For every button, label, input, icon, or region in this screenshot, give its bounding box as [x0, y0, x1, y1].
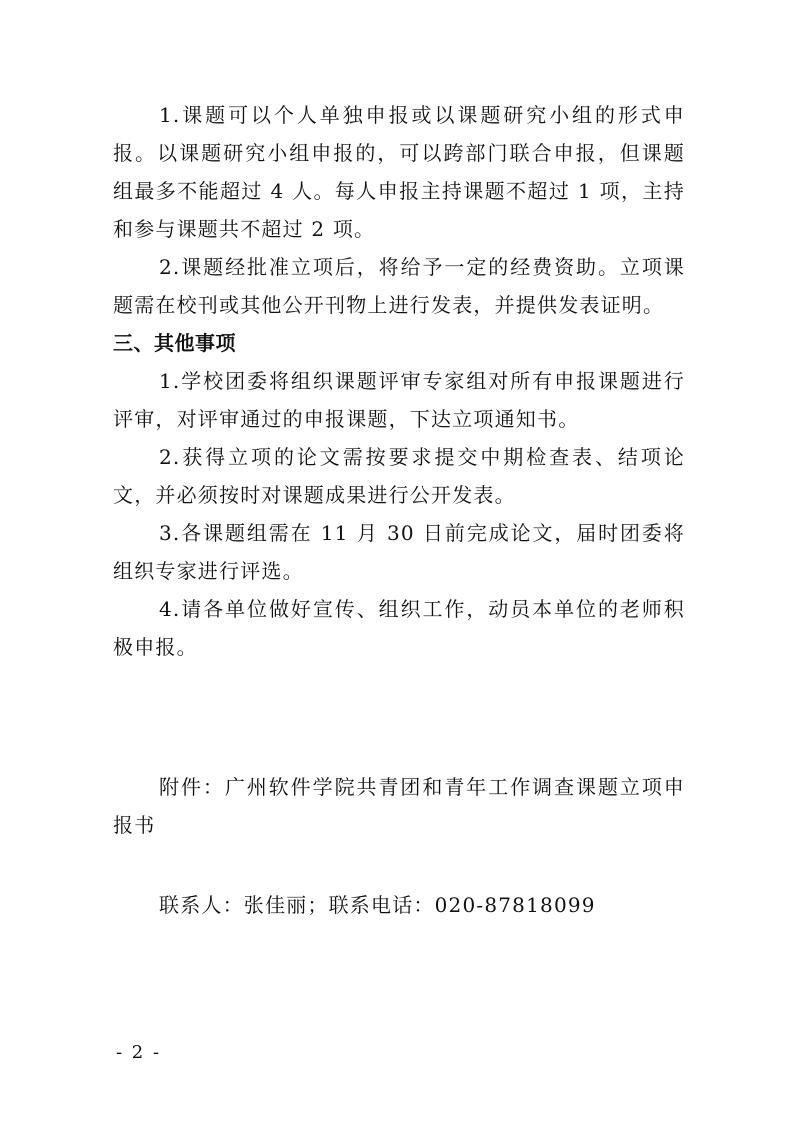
paragraph-submission: 2.获得立项的论文需按要求提交中期检查表、结项论文，并必须按时对课题成果进行公开发表。: [113, 445, 685, 507]
paragraph-deadline: 3.各课题组需在 11 月 30 日前完成论文，届时团委将组织专家进行评选。: [113, 521, 685, 583]
paragraph-review: 1.学校团委将组织课题评审专家组对所有申报课题进行评审，对评审通过的申报课题，下达立项通知书。: [113, 369, 685, 431]
main-body: [113, 96, 685, 666]
attachment-line: 附件：广州软件学院共青团和青年工作调查课题立项申报书: [113, 775, 685, 837]
attachment-block: [113, 768, 685, 844]
contact-block: [113, 886, 685, 924]
contact-line: 联系人：张佳丽；联系电话：020-87818099: [159, 893, 596, 917]
page-number: - 2 -: [116, 1042, 162, 1063]
paragraph-apply-format: 1.课题可以个人单独申报或以课题研究小组的形式申报。以课题研究小组申报的，可以跨部门联合申报，但课题组最多不能超过 4 人。每人申报主持课题不超过 1 项，主持和参与课题共不超过 2 项。: [113, 103, 685, 241]
paragraph-publicity: 4.请各单位做好宣传、组织工作，动员本单位的老师积极申报。: [113, 597, 685, 659]
section-heading-other-matters: 三、其他事项: [113, 331, 236, 355]
paragraph-funding: 2.课题经批准立项后，将给予一定的经费资助。立项课题需在校刊或其他公开刊物上进行发表，并提供发表证明。: [113, 255, 685, 317]
